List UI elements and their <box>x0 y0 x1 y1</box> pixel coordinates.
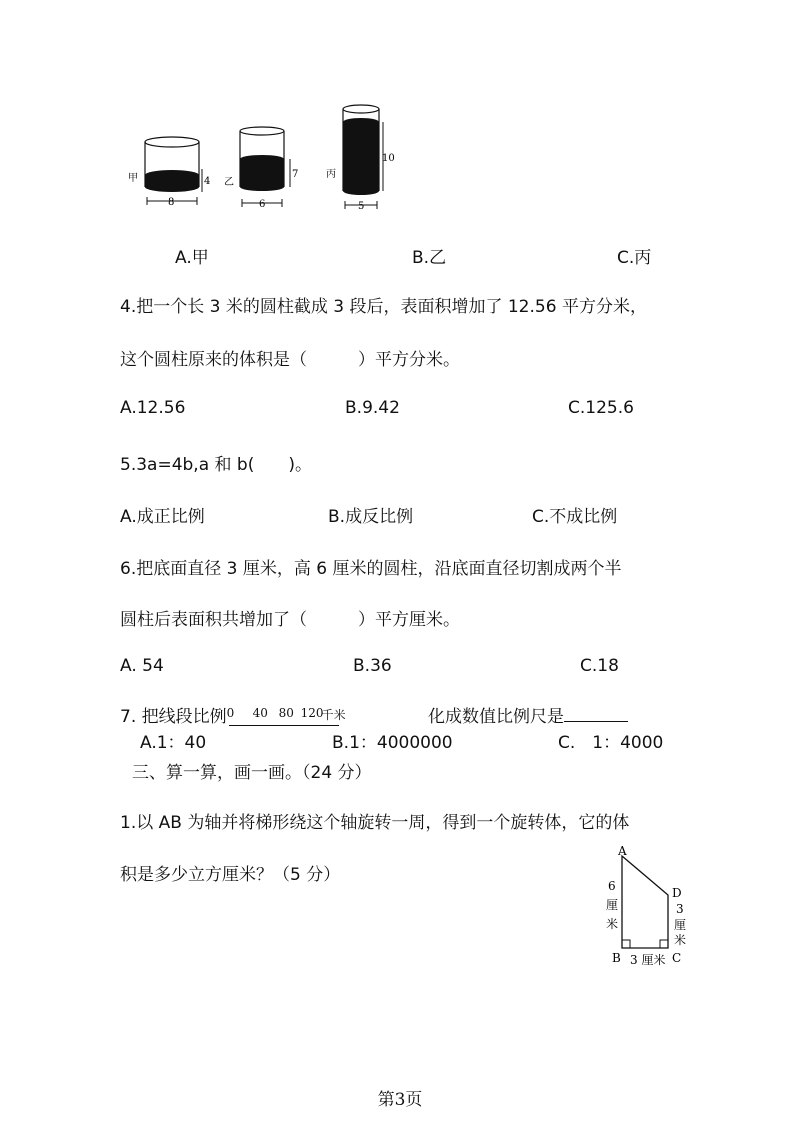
q7-option-b[interactable]: B.1：4000000 <box>332 733 453 753</box>
section-3-heading: 三、算一算，画一画。（24 分） <box>132 763 372 783</box>
s3q1-text-line2: 积是多少立方厘米？（5 分） <box>120 865 341 885</box>
trapezoid-figure <box>596 838 706 973</box>
right-angle-b <box>622 940 630 948</box>
cylinder-bing <box>343 105 383 209</box>
q4-option-a[interactable]: A.12.56 <box>120 398 186 418</box>
page-number: 第3页 <box>377 1090 423 1110</box>
q7-option-a[interactable]: A.1：40 <box>140 733 207 753</box>
cylinder-jia-label: 甲 <box>128 173 138 184</box>
q4-option-b[interactable]: B.9.42 <box>345 398 400 418</box>
trapezoid-shape <box>622 856 668 948</box>
q7-text <box>120 702 347 727</box>
q5-option-a[interactable]: A.成正比例 <box>120 507 205 527</box>
cylinder-yi-height: 7 <box>292 169 299 180</box>
q5-text: 5.3a=4b,a 和 b( )。 <box>120 455 312 475</box>
cylinder-yi <box>240 127 290 207</box>
q6-option-a[interactable]: A. 54 <box>120 656 164 676</box>
cylinder-jia-width: 8 <box>168 197 175 208</box>
cylinder-yi-label: 乙 <box>224 177 234 188</box>
q7-prefix: 7. 把线段比例 <box>120 707 227 727</box>
q6-option-b[interactable]: B.36 <box>353 656 392 676</box>
scale-label-0: 0 <box>226 706 235 720</box>
q3-option-a[interactable]: A.甲 <box>175 248 209 268</box>
q7-suffix: 化成数值比例尺是 <box>428 707 564 727</box>
scale-label-120: 120 <box>300 706 324 720</box>
q7-answer-blank[interactable] <box>564 705 628 722</box>
q4-option-c[interactable]: C.125.6 <box>568 398 634 418</box>
q3-option-b[interactable]: B.乙 <box>412 248 447 268</box>
left-side-length-2: 厘 <box>606 898 619 912</box>
right-angle-c <box>660 940 668 948</box>
scale-label-80: 80 <box>278 706 294 720</box>
q5-option-b[interactable]: B.成反比例 <box>328 507 414 527</box>
vertex-b-label: B <box>612 951 621 965</box>
left-side-length-1: 6 <box>608 879 616 893</box>
bottom-side-length: 3 厘米 <box>630 953 666 967</box>
scale-label-unit: 千米 <box>321 708 346 722</box>
right-side-length-1: 3 <box>676 902 684 916</box>
vertex-a-label: A <box>618 844 627 858</box>
scale-label-40: 40 <box>252 706 268 720</box>
cylinder-jia-height: 4 <box>204 176 211 187</box>
vertex-d-label: D <box>672 886 682 900</box>
right-side-length-3: 米 <box>674 933 687 947</box>
q3-option-c[interactable]: C.丙 <box>617 248 652 268</box>
q6-option-c[interactable]: C.18 <box>580 656 619 676</box>
line-scale-figure <box>227 706 347 726</box>
q5-option-c[interactable]: C.不成比例 <box>532 507 618 527</box>
q4-text-line1: 4.把一个长 3 米的圆柱截成 3 段后，表面积增加了 12.56 平方分米， <box>120 297 647 317</box>
q4-text-line2: 这个圆柱原来的体积是（ ）平方分米。 <box>120 350 460 370</box>
q6-text-line1: 6.把底面直径 3 厘米，高 6 厘米的圆柱，沿底面直径切割成两个半 <box>120 559 622 579</box>
vertex-c-label: C <box>672 951 682 965</box>
cylinder-jia <box>145 137 202 205</box>
s3q1-text-line1: 1.以 AB 为轴并将梯形绕这个轴旋转一周，得到一个旋转体，它的体 <box>120 813 630 833</box>
cylinder-bing-height: 10 <box>382 153 395 164</box>
q7-option-c[interactable]: C. 1：4000 <box>558 733 664 753</box>
right-side-length-2: 厘 <box>674 918 687 932</box>
q6-text-line2: 圆柱后表面积共增加了（ ）平方厘米。 <box>120 610 460 630</box>
scale-bar <box>229 725 339 726</box>
q7-suffix-line <box>428 702 628 727</box>
cylinder-yi-width: 6 <box>259 199 266 210</box>
cylinder-bing-label: 丙 <box>326 169 336 180</box>
cylinder-bing-width: 5 <box>358 201 365 212</box>
cylinders-figure <box>120 95 400 215</box>
left-side-length-3: 米 <box>606 917 619 931</box>
